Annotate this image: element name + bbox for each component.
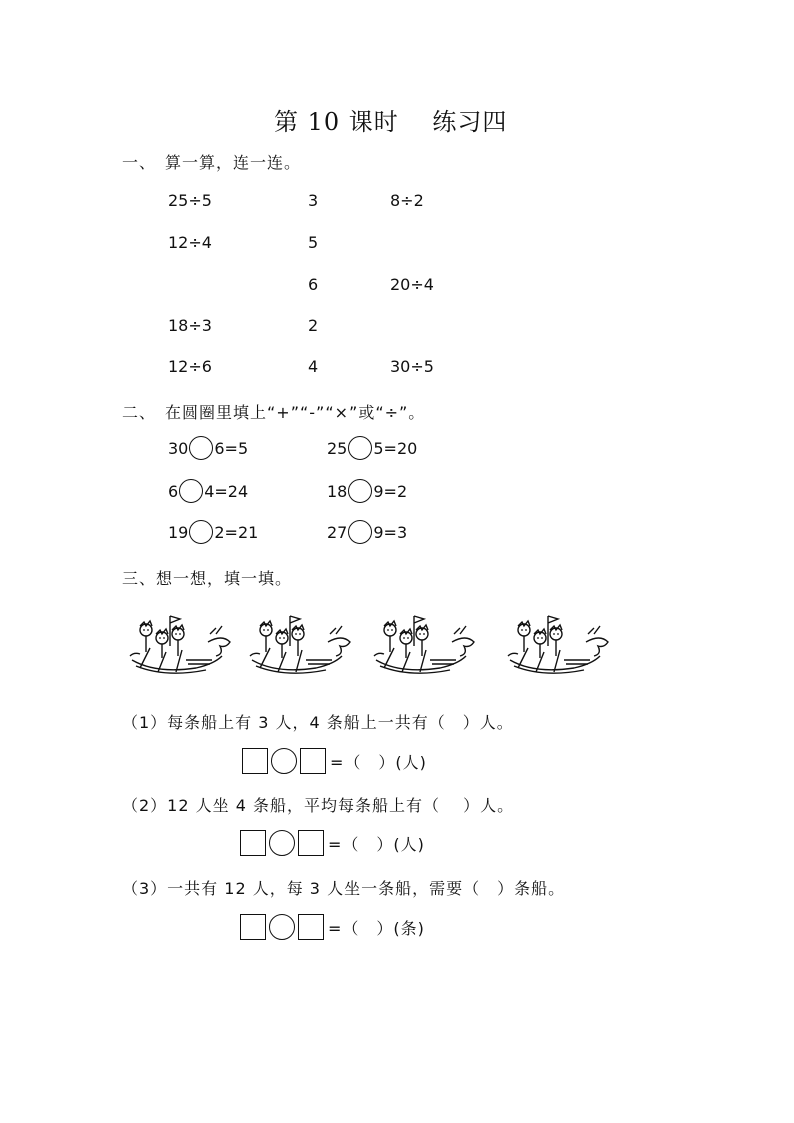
operand-left: 18 <box>327 481 348 501</box>
operator-circle[interactable] <box>189 436 213 460</box>
operand-right: 4=24 <box>204 481 249 501</box>
operator-item <box>327 479 407 503</box>
dragon-boat-illustration <box>126 612 234 680</box>
operator-circle[interactable] <box>348 520 372 544</box>
equation-row-2 <box>240 830 425 856</box>
operator-circle[interactable] <box>269 830 295 856</box>
question-2: （2）12 人坐 4 条船，平均每条船上有（ ）人。 <box>122 796 515 815</box>
operator-item <box>168 479 248 503</box>
operand-right: 9=3 <box>373 522 408 542</box>
question-3: （3）一共有 12 人，每 3 人坐一条船，需要（ ）条船。 <box>122 879 566 898</box>
right-expression: 20÷4 <box>390 275 434 294</box>
operator-item <box>327 520 407 544</box>
left-expression: 18÷3 <box>168 316 212 335</box>
equation-row-3 <box>240 914 425 940</box>
operand-left: 27 <box>327 522 348 542</box>
middle-number: 2 <box>308 316 319 335</box>
answer-box[interactable] <box>242 748 268 774</box>
operator-circle[interactable] <box>271 748 297 774</box>
answer-box[interactable] <box>298 830 324 856</box>
left-expression: 25÷5 <box>168 191 212 210</box>
answer-box[interactable] <box>300 748 326 774</box>
question-1: （1）每条船上有 3 人，4 条船上一共有（ ）人。 <box>122 713 514 732</box>
operator-circle[interactable] <box>269 914 295 940</box>
answer-box[interactable] <box>240 914 266 940</box>
section-3-heading: 三、想一想，填一填。 <box>122 569 293 588</box>
middle-number: 3 <box>308 191 319 210</box>
dragon-boat-illustration <box>246 612 354 680</box>
page-title: 第 10 课时 练习四 <box>274 108 508 136</box>
right-expression: 30÷5 <box>390 357 434 376</box>
equation-result: =（ ）(条) <box>328 918 425 938</box>
middle-number: 5 <box>308 233 319 252</box>
right-expression: 8÷2 <box>390 191 424 210</box>
operand-right: 2=21 <box>214 522 259 542</box>
operand-left: 30 <box>168 438 189 458</box>
operator-circle[interactable] <box>179 479 203 503</box>
operator-item <box>168 436 248 460</box>
operand-left: 6 <box>168 481 179 501</box>
answer-box[interactable] <box>298 914 324 940</box>
operand-right: 6=5 <box>214 438 249 458</box>
operator-circle[interactable] <box>348 436 372 460</box>
answer-box[interactable] <box>240 830 266 856</box>
middle-number: 4 <box>308 357 319 376</box>
equation-result: =（ ）(人) <box>328 834 425 854</box>
left-expression: 12÷4 <box>168 233 212 252</box>
operator-circle[interactable] <box>348 479 372 503</box>
section-1-heading: 一、 算一算，连一连。 <box>122 153 302 172</box>
operand-left: 19 <box>168 522 189 542</box>
equation-row-1 <box>242 748 427 774</box>
middle-number: 6 <box>308 275 319 294</box>
equation-result: =（ ）(人) <box>330 752 427 772</box>
operator-item <box>168 520 258 544</box>
dragon-boat-illustration <box>504 612 612 680</box>
dragon-boat-illustration <box>370 612 478 680</box>
left-expression: 12÷6 <box>168 357 212 376</box>
operator-item <box>327 436 417 460</box>
operand-right: 5=20 <box>373 438 418 458</box>
operator-circle[interactable] <box>189 520 213 544</box>
section-2-heading: 二、 在圆圈里填上“+”“-”“×”或“÷”。 <box>122 403 426 422</box>
operand-right: 9=2 <box>373 481 408 501</box>
operand-left: 25 <box>327 438 348 458</box>
